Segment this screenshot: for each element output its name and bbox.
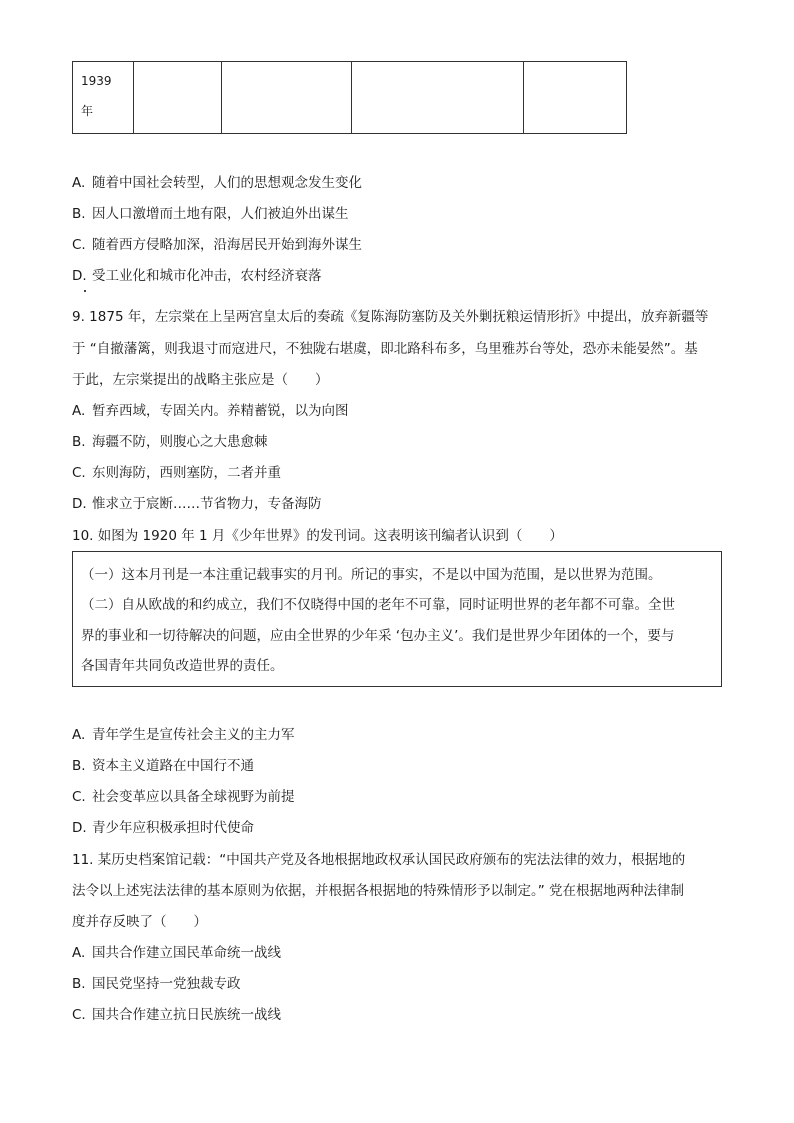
q9-stem-line-3: 于此，左宗棠提出的战略主张应是（ ） xyxy=(72,372,329,388)
table-cell xyxy=(524,62,627,134)
option-text: 青年学生是宣传社会主义的主力军 xyxy=(92,727,295,743)
q9-option-a xyxy=(72,402,349,420)
option-letter: B. xyxy=(72,976,86,992)
option-letter: A. xyxy=(72,727,86,743)
q8-option-c xyxy=(72,236,362,254)
q8-option-b xyxy=(72,205,349,223)
q8-option-a xyxy=(72,174,362,192)
option-text: 资本主义道路在中国行不通 xyxy=(92,758,254,774)
q9-stem-line-1: 9. 1875 年，左宗棠在上呈两宫皇太后的奏疏《复陈海防塞防及关外剿抚粮运情形折》中提出，放弃新疆等 xyxy=(72,309,709,325)
q8-option-d xyxy=(72,267,322,285)
comparison-table-fragment xyxy=(72,61,627,134)
option-text: 暂弃西域，专固关内。养精蓄锐，以为向图 xyxy=(92,403,349,419)
option-letter: B. xyxy=(72,758,86,774)
q10-source-box xyxy=(72,551,722,687)
source-line-4: 各国青年共同负改造世界的责任。 xyxy=(81,658,284,674)
table-cell-year xyxy=(73,62,134,134)
option-letter: C. xyxy=(72,789,86,805)
option-letter: D. xyxy=(72,496,87,512)
q9-option-d xyxy=(72,495,322,513)
q11-option-b xyxy=(72,975,241,993)
option-text: 因人口激增而土地有限，人们被迫外出谋生 xyxy=(92,206,349,222)
option-text: 国共合作建立国民革命统一战线 xyxy=(92,945,281,961)
option-letter: D. xyxy=(72,268,87,284)
option-letter: A. xyxy=(72,175,86,191)
option-text: 海疆不防，则腹心之大患愈棘 xyxy=(92,434,268,450)
option-text: 随着中国社会转型，人们的思想观念发生变化 xyxy=(92,175,362,191)
option-text: 青少年应积极承担时代使命 xyxy=(92,820,254,836)
source-line-3: 界的事业和一切待解决的问题，应由全世界的少年采 ‘包办主义’。我们是世界少年团体的一个，要与 xyxy=(81,628,675,644)
q11-option-c xyxy=(72,1006,281,1024)
q10-option-d xyxy=(72,819,254,837)
q9-option-b xyxy=(72,433,268,451)
q10-option-c xyxy=(72,788,295,806)
q10-option-b xyxy=(72,757,254,775)
option-text: 国民党坚持一党独裁专政 xyxy=(92,976,241,992)
table-cell xyxy=(222,62,352,134)
option-letter: A. xyxy=(72,945,86,961)
q11-stem-line-3: 度并存反映了（ ） xyxy=(72,914,207,930)
option-letter: C. xyxy=(72,1007,86,1023)
q11-stem-line-1: 11. 某历史档案馆记载：“中国共产党及各地根据地政权承认国民政府颁布的宪法法律的效力，根据地的 xyxy=(72,852,686,868)
option-letter: B. xyxy=(72,434,86,450)
table-cell xyxy=(352,62,524,134)
q10-option-a xyxy=(72,726,295,744)
option-text: 受工业化和城市化冲击，农村经济衰落 xyxy=(92,268,322,284)
option-text: 社会变革应以具备全球视野为前提 xyxy=(92,789,295,805)
source-line-1: （一）这本月刊是一本注重记载事实的月刊。所记的事实，不是以中国为范围，是以世界为范围。 xyxy=(81,567,662,583)
option-text: 随着西方侵略加深，沿海居民开始到海外谋生 xyxy=(92,237,362,253)
q9-stem-line-2: 于 “自撤藩篱，则我退寸而寇进尺，不独陇右堪虞，即北路科布多，乌里雅苏台等处，恐亦未能晏然”。基 xyxy=(72,341,698,357)
option-letter: A. xyxy=(72,403,86,419)
year-number: 1939 xyxy=(81,74,112,88)
option-text: 东则海防，西则塞防，二者并重 xyxy=(92,465,281,481)
q11-stem-line-2: 法令以上述宪法法律的基本原则为依据，并根据各根据地的特殊情形予以制定。” 党在根据地两种法律制 xyxy=(72,883,685,899)
q9-option-c xyxy=(72,464,281,482)
q10-stem: 10. 如图为 1920 年 1 月《少年世界》的发刊词。这表明该刊编者认识到（ ） xyxy=(72,528,563,544)
option-letter: B. xyxy=(72,206,86,222)
option-text: 惟求立于宸断……节省物力，专备海防 xyxy=(92,496,322,512)
source-line-2: （二）自从欧战的和约成立，我们不仅晓得中国的老年不可靠，同时证明世界的老年都不可靠。全世 xyxy=(81,597,675,613)
option-letter: C. xyxy=(72,465,86,481)
option-letter: D. xyxy=(72,820,87,836)
stray-dot xyxy=(84,290,86,292)
year-unit: 年 xyxy=(81,104,94,118)
q11-option-a xyxy=(72,944,281,962)
option-text: 国共合作建立抗日民族统一战线 xyxy=(92,1007,281,1023)
option-letter: C. xyxy=(72,237,86,253)
table-cell xyxy=(134,62,222,134)
